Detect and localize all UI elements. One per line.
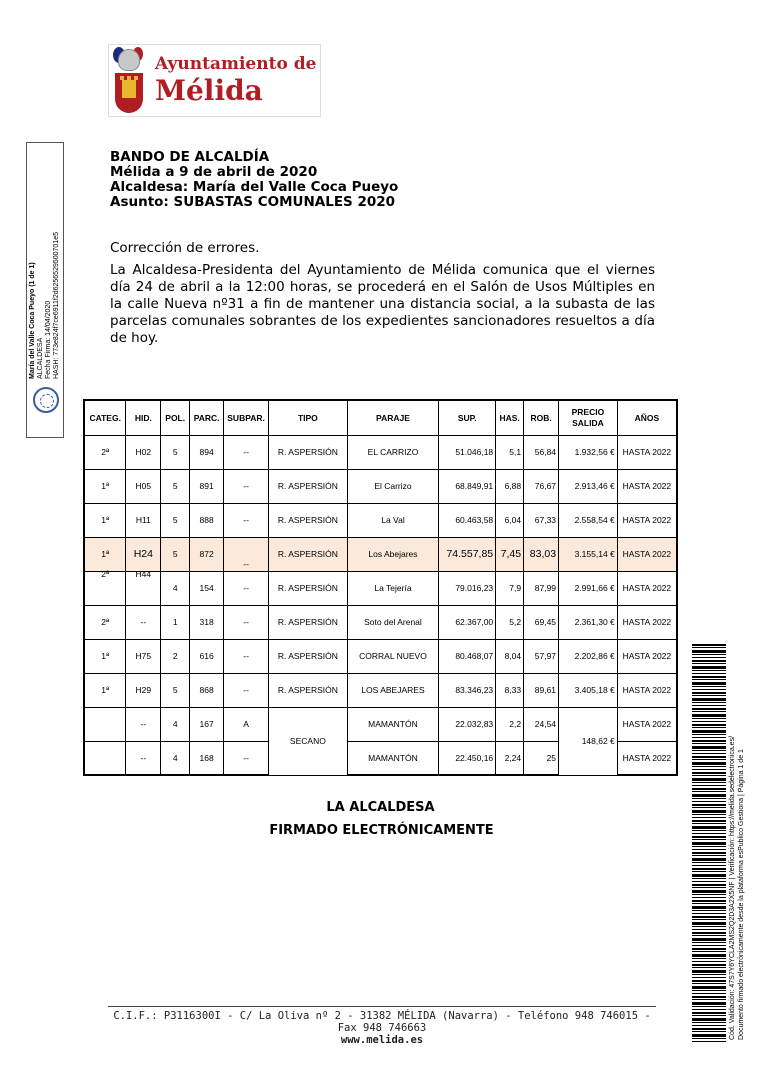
- cell-tipo: R. ASPERSIÓN: [269, 639, 348, 673]
- cell-paraje: MAMANTÓN: [347, 741, 439, 775]
- cell-rob: 67,33: [524, 503, 559, 537]
- cell-anos: HASTA 2022: [617, 639, 677, 673]
- cell-subpar: --: [224, 469, 269, 503]
- cell-subpar: --: [224, 639, 269, 673]
- column-header: SUP.: [439, 400, 496, 435]
- cell-pol: 5: [161, 673, 190, 707]
- validation-text: [728, 700, 760, 1040]
- cell-pol: 5: [161, 537, 190, 571]
- cell-paraje: El Carrizo: [347, 469, 439, 503]
- table-row: [84, 707, 677, 741]
- cell-paraje: LOS ABEJARES: [347, 673, 439, 707]
- cell-tipo: R. ASPERSIÓN: [269, 673, 348, 707]
- municipality-logo: [108, 44, 321, 117]
- table-row: [84, 673, 677, 707]
- table-header-row: [84, 400, 677, 435]
- cell-parc: 318: [190, 605, 224, 639]
- cell-hid: --: [126, 605, 161, 639]
- cell-categ: [84, 707, 126, 741]
- cell-rob: 83,03: [524, 537, 559, 571]
- cell-pol: 2: [161, 639, 190, 673]
- cell-paraje: CORRAL NUEVO: [347, 639, 439, 673]
- cell-pol: 5: [161, 435, 190, 469]
- table-row: [84, 503, 677, 537]
- cell-pol: 4: [161, 571, 190, 605]
- cell-sup: 60.463,58: [439, 503, 496, 537]
- cell-has: 2,24: [496, 741, 524, 775]
- cell-hid: H24: [126, 537, 161, 571]
- cell-anos: HASTA 2022: [617, 503, 677, 537]
- cell-subpar: --: [224, 741, 269, 775]
- cell-categ: [84, 741, 126, 775]
- cell-parc: 872: [190, 537, 224, 571]
- page-footer: [108, 1010, 656, 1046]
- cell-subpar: --: [224, 571, 269, 605]
- cell-precio: 3.405,18 €: [559, 673, 618, 707]
- cell-subpar: --: [224, 673, 269, 707]
- cell-tipo: R. ASPERSIÓN: [269, 571, 348, 605]
- signer-role: ALCALDESA: [37, 337, 44, 379]
- cell-has: 6,04: [496, 503, 524, 537]
- cell-hid: H29: [126, 673, 161, 707]
- cell-anos: HASTA 2022: [617, 571, 677, 605]
- column-header: PARC.: [190, 400, 224, 435]
- document-title: BANDO DE ALCALDÍA: [110, 149, 270, 165]
- cell-parc: 888: [190, 503, 224, 537]
- document-date: Mélida a 9 de abril de 2020: [110, 164, 318, 180]
- cell-categ: 1ª: [84, 673, 126, 707]
- cell-parc: 616: [190, 639, 224, 673]
- cell-pol: 5: [161, 503, 190, 537]
- column-header: HID.: [126, 400, 161, 435]
- announcement-paragraph: La Alcaldesa-Presidenta del Ayuntamiento de Mélida comunica que el viernes día 24 de abril a la 12:00 horas, se procederá en el Salón de Usos Múltiples en la calle Nueva nº31 a fin de mantener una distancia social, a la subasta de las parcelas comunales sobrantes de los expedientes sancionadores resueltos a día de hoy.: [110, 262, 655, 346]
- cell-hid: H05: [126, 469, 161, 503]
- cell-rob: 89,61: [524, 673, 559, 707]
- coat-of-arms-icon: [111, 47, 147, 115]
- column-header: AÑOS: [617, 400, 677, 435]
- document-mayor: Alcaldesa: María del Valle Coca Pueyo: [110, 179, 399, 195]
- cell-pol: 5: [161, 469, 190, 503]
- cell-paraje: EL CARRIZO: [347, 435, 439, 469]
- column-header: TIPO: [269, 400, 348, 435]
- cell-tipo: R. ASPERSIÓN: [269, 605, 348, 639]
- cell-pol: 4: [161, 741, 190, 775]
- table-row-highlighted: [84, 537, 677, 571]
- cell-subpar: [224, 537, 269, 571]
- auction-table: [83, 399, 678, 776]
- cell-parc: 168: [190, 741, 224, 775]
- cell-anos: HASTA 2022: [617, 469, 677, 503]
- cell-parc: 891: [190, 469, 224, 503]
- cell-rob: 56,84: [524, 435, 559, 469]
- cell-subpar: --: [224, 435, 269, 469]
- cell-hid: --: [126, 741, 161, 775]
- signature-stamp: [26, 142, 64, 438]
- signature-section: [0, 796, 763, 842]
- document-header: [110, 150, 398, 210]
- table-row: [84, 639, 677, 673]
- table-row: [84, 571, 677, 605]
- cell-has: 6,88: [496, 469, 524, 503]
- cell-sup: 83.346,23: [439, 673, 496, 707]
- cell-parc: 894: [190, 435, 224, 469]
- cell-categ-text: 2ª: [101, 569, 110, 579]
- cell-paraje: La Tejería: [347, 571, 439, 605]
- cell-rob: 24,54: [524, 707, 559, 741]
- cell-categ: 1ª: [84, 469, 126, 503]
- cell-rob: 25: [524, 741, 559, 775]
- cell-has: 5,1: [496, 435, 524, 469]
- signature-electronic: FIRMADO ELECTRÓNICAMENTE: [269, 823, 494, 838]
- cell-tipo: R. ASPERSIÓN: [269, 537, 348, 571]
- cell-anos: HASTA 2022: [617, 435, 677, 469]
- cell-tipo-secano: SECANO: [269, 707, 348, 775]
- column-header: PRECIO SALIDA: [559, 400, 618, 435]
- cell-anos: HASTA 2022: [617, 741, 677, 775]
- cell-paraje: MAMANTÓN: [347, 707, 439, 741]
- cell-sup: 74.557,85: [439, 537, 496, 571]
- cell-sup: 79.016,23: [439, 571, 496, 605]
- logo-line2: Mélida: [155, 73, 263, 107]
- column-header: ROB.: [524, 400, 559, 435]
- logo-line1: Ayuntamiento de: [155, 53, 317, 74]
- cell-has: 8,04: [496, 639, 524, 673]
- cell-parc: 167: [190, 707, 224, 741]
- cell-sup: 51.046,18: [439, 435, 496, 469]
- cell-rob: 57,97: [524, 639, 559, 673]
- cell-sup: 22.450,16: [439, 741, 496, 775]
- signature-hash: HASH: 773e824f7ce6911f2d6256529500701e5: [53, 232, 60, 379]
- cell-categ: [84, 571, 126, 605]
- cell-subpar: --: [224, 605, 269, 639]
- cell-hid: [126, 571, 161, 605]
- correction-note: Corrección de errores.: [110, 240, 260, 256]
- cell-anos: HASTA 2022: [617, 673, 677, 707]
- cell-has: 7,9: [496, 571, 524, 605]
- cell-categ: 1ª: [84, 503, 126, 537]
- cell-pol: 1: [161, 605, 190, 639]
- official-seal-icon: [33, 387, 59, 413]
- cell-paraje: Soto del Arenal: [347, 605, 439, 639]
- validation-platform: Documento firmado electrónicamente desde la plataforma esPublico Gestiona | Página 1 de 1: [738, 749, 745, 1040]
- cell-precio-secano: 148,62 €: [559, 707, 618, 775]
- validation-barcode: [692, 644, 726, 1042]
- column-header: POL.: [161, 400, 190, 435]
- cell-tipo: R. ASPERSIÓN: [269, 435, 348, 469]
- cell-hid: H75: [126, 639, 161, 673]
- cell-tipo: R. ASPERSIÓN: [269, 503, 348, 537]
- cell-parc: 154: [190, 571, 224, 605]
- cell-anos: HASTA 2022: [617, 605, 677, 639]
- cell-hid: --: [126, 707, 161, 741]
- cell-has: 5,2: [496, 605, 524, 639]
- cell-rob: 69,45: [524, 605, 559, 639]
- cell-sup: 22.032,83: [439, 707, 496, 741]
- signature-date: Fecha Firma: 14/04/2020: [45, 300, 52, 379]
- column-header: CATEG.: [84, 400, 126, 435]
- cell-rob: 87,99: [524, 571, 559, 605]
- cell-precio: 2.991,66 €: [559, 571, 618, 605]
- cell-parc: 868: [190, 673, 224, 707]
- footer-contact: C.I.F.: P3116300I - C/ La Oliva nº 2 - 31382 MÉLIDA (Navarra) - Teléfono 948 746015 - Fax 948 746663: [113, 1010, 651, 1034]
- cell-anos: HASTA 2022: [617, 537, 677, 571]
- cell-precio: 2.558,54 €: [559, 503, 618, 537]
- cell-categ: 2ª: [84, 605, 126, 639]
- cell-precio: 1.932,56 €: [559, 435, 618, 469]
- signature-role: LA ALCALDESA: [326, 800, 435, 815]
- cell-precio: 2.913,46 €: [559, 469, 618, 503]
- table-row: [84, 469, 677, 503]
- cell-precio: 2.202,86 €: [559, 639, 618, 673]
- cell-hid-text: H44: [135, 569, 152, 579]
- signer-name: María del Valle Coca Pueyo (1 de 1): [29, 262, 36, 379]
- cell-tipo: R. ASPERSIÓN: [269, 469, 348, 503]
- cell-categ: 1ª: [84, 537, 126, 571]
- cell-has: 8,33: [496, 673, 524, 707]
- cell-precio: 2.361,30 €: [559, 605, 618, 639]
- column-header: HAS.: [496, 400, 524, 435]
- validation-code: Cód. Validación: 47S7Y6YCLA2MS2Q2D3A2X5NF | Verificación: https://melida.sedelectronica.es/: [729, 735, 736, 1040]
- cell-paraje: Los Abejares: [347, 537, 439, 571]
- cell-hid: H11: [126, 503, 161, 537]
- cell-sup: 68.849,91: [439, 469, 496, 503]
- cell-rob: 76,67: [524, 469, 559, 503]
- cell-sup: 62.367,00: [439, 605, 496, 639]
- cell-has: 2,2: [496, 707, 524, 741]
- table-row: [84, 605, 677, 639]
- column-header: SUBPAR.: [224, 400, 269, 435]
- cell-hid: H02: [126, 435, 161, 469]
- cell-categ: 1ª: [84, 639, 126, 673]
- cell-has: 7,45: [496, 537, 524, 571]
- cell-anos: HASTA 2022: [617, 707, 677, 741]
- cell-paraje: La Val: [347, 503, 439, 537]
- cell-sup: 80.468,07: [439, 639, 496, 673]
- cell-precio: 3.155,14 €: [559, 537, 618, 571]
- cell-categ: 2ª: [84, 435, 126, 469]
- table-row: [84, 435, 677, 469]
- document-subject: Asunto: SUBASTAS COMUNALES 2020: [110, 194, 396, 210]
- column-header: PARAJE: [347, 400, 439, 435]
- footer-divider: [108, 1006, 656, 1007]
- footer-website-link[interactable]: www.melida.es: [340, 1034, 424, 1046]
- cell-subpar: A: [224, 707, 269, 741]
- cell-pol: 4: [161, 707, 190, 741]
- cell-subpar-text: --: [243, 559, 249, 569]
- cell-subpar: --: [224, 503, 269, 537]
